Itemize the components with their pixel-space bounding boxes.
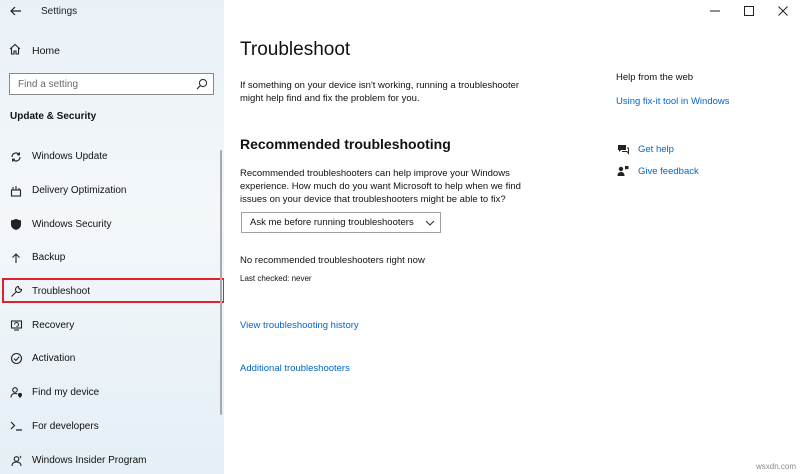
backup-arrow-icon	[9, 251, 23, 265]
sidebar-item-windows-update[interactable]	[0, 140, 224, 174]
dropdown-value: Ask me before running troubleshooters	[250, 217, 414, 228]
recommended-heading: Recommended troubleshooting	[240, 136, 451, 152]
search-input[interactable]	[10, 74, 191, 94]
help-heading: Help from the web	[616, 72, 694, 83]
sidebar	[0, 0, 224, 474]
intro-text: If something on your device isn't working, running a troubleshooter might help find and fix the problem for you.	[240, 80, 520, 104]
feedback-icon	[617, 165, 629, 177]
sync-icon	[9, 150, 23, 164]
give-feedback-row[interactable]	[617, 164, 699, 178]
sidebar-nav	[0, 140, 224, 474]
sidebar-item-label: For developers	[32, 420, 99, 432]
shield-icon	[9, 217, 23, 231]
sidebar-item-label: Windows Update	[32, 151, 108, 163]
fixit-tool-link[interactable]: Using fix-it tool in Windows	[616, 96, 730, 107]
get-help-link[interactable]: Get help	[638, 143, 674, 155]
person-location-icon	[9, 386, 23, 400]
get-help-row[interactable]	[617, 142, 674, 156]
search-box	[9, 73, 214, 95]
sidebar-item-recovery[interactable]	[0, 308, 224, 342]
main-content	[224, 0, 800, 474]
sidebar-item-delivery-optimization[interactable]	[0, 174, 224, 208]
window-controls	[698, 0, 800, 22]
developer-tools-icon	[9, 419, 23, 433]
title-bar	[0, 0, 224, 24]
delivery-optimization-icon	[9, 184, 23, 198]
sidebar-item-backup[interactable]	[0, 241, 224, 275]
sidebar-item-activation[interactable]	[0, 342, 224, 376]
sidebar-item-for-developers[interactable]	[0, 410, 224, 444]
home-nav-item[interactable]	[8, 42, 60, 60]
sidebar-item-label: Activation	[32, 353, 76, 365]
chat-help-icon	[617, 143, 629, 155]
troubleshoot-preference-dropdown[interactable]	[241, 212, 441, 233]
sidebar-item-label: Delivery Optimization	[32, 185, 127, 197]
view-history-link[interactable]: View troubleshooting history	[240, 320, 359, 331]
sidebar-scrollbar[interactable]	[220, 150, 222, 415]
home-label: Home	[32, 45, 61, 57]
close-icon[interactable]	[766, 0, 800, 22]
recommended-description: Recommended troubleshooters can help improve your Windows experience. How much do you want Microsoft to help when we find issues on your device that troubleshooters might be able to fix?	[240, 168, 521, 205]
give-feedback-link[interactable]: Give feedback	[638, 165, 699, 177]
chevron-down-icon	[420, 220, 440, 226]
home-icon	[8, 42, 22, 61]
sidebar-item-label: Find my device	[32, 387, 100, 399]
no-recommended-status: No recommended troubleshooters right now	[240, 255, 425, 266]
search-icon[interactable]	[191, 74, 213, 94]
sidebar-item-label: Backup	[32, 252, 66, 264]
watermark: wsxdn.com	[755, 462, 796, 471]
sidebar-item-label: Windows Security	[32, 218, 112, 230]
minimize-icon[interactable]	[698, 0, 732, 22]
insider-program-icon	[9, 453, 23, 467]
sidebar-item-find-my-device[interactable]	[0, 376, 224, 410]
sidebar-item-label: Recovery	[32, 319, 75, 331]
last-checked-status: Last checked: never	[240, 274, 312, 283]
back-arrow-icon[interactable]	[6, 3, 26, 21]
recovery-icon	[9, 318, 23, 332]
maximize-icon[interactable]	[732, 0, 766, 22]
section-title: Update & Security	[10, 111, 97, 122]
sidebar-item-label: Troubleshoot	[32, 286, 90, 298]
sidebar-item-label: Windows Insider Program	[32, 454, 147, 466]
activation-check-icon	[9, 352, 23, 366]
additional-troubleshooters-link[interactable]: Additional troubleshooters	[240, 363, 350, 374]
app-title: Settings	[41, 6, 78, 17]
sidebar-item-troubleshoot[interactable]	[0, 275, 224, 309]
sidebar-item-windows-security[interactable]	[0, 207, 224, 241]
sidebar-item-windows-insider-program[interactable]	[0, 443, 224, 474]
wrench-icon	[9, 285, 23, 299]
page-title: Troubleshoot	[240, 39, 351, 60]
